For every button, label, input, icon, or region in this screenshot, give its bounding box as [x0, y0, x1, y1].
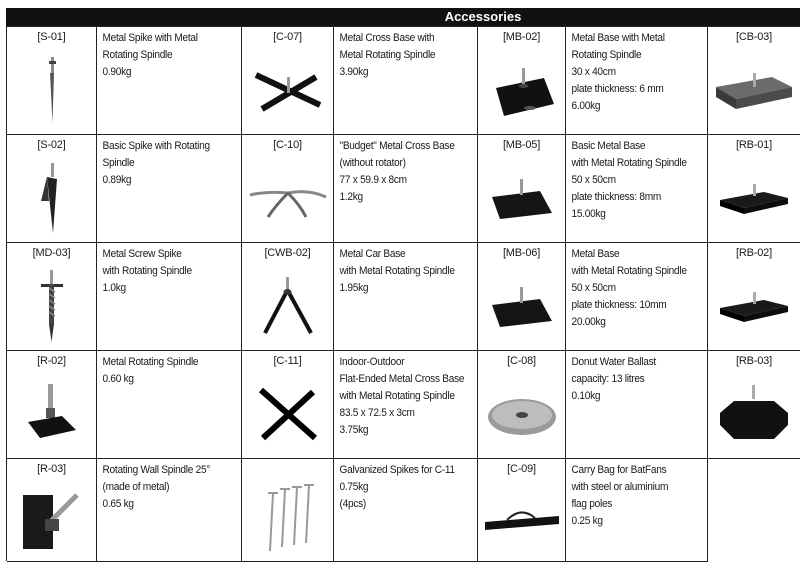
product-image-cell: [478, 243, 566, 351]
accessories-table: [6, 26, 800, 561]
product-image-cell: [7, 27, 97, 135]
car-base-icon: [242, 265, 333, 346]
metal-plate-base-icon: [478, 49, 565, 130]
product-description: Carry Bag for BatFans with steel or aluminium flag poles 0.25 kg: [571, 464, 669, 527]
rotating-spindle-icon: [7, 373, 96, 454]
product-description: Metal Base with Metal Rotating Spindle 50 x 50cm plate thickness: 10mm 20.00kg: [571, 248, 687, 328]
square-plate-base-icon: [478, 157, 565, 238]
product-description: Basic Spike with Rotating Spindle 0.89kg: [102, 140, 210, 186]
product-image-cell: [478, 27, 566, 135]
product-code: [CWB-02]: [264, 247, 311, 259]
flat-cross-base-icon: [242, 373, 333, 454]
product-description: Rotating Wall Spindle 25° (made of metal) 0.65 kg: [102, 464, 211, 510]
product-code: [C-09]: [507, 463, 536, 475]
product-description-cell: [566, 135, 708, 243]
product-description: Metal Screw Spike with Rotating Spindle 1.0kg: [102, 248, 192, 294]
product-image-cell: [708, 135, 800, 243]
product-code: [C-08]: [507, 355, 536, 367]
metal-spike-icon: [7, 49, 96, 130]
product-description-cell: [566, 27, 708, 135]
product-code: [C-11]: [273, 355, 302, 367]
product-description: Metal Rotating Spindle 0.60 kg: [102, 356, 199, 385]
product-image-cell: [7, 243, 97, 351]
product-description: Donut Water Ballast capacity: 13 litres 0.10kg: [571, 356, 656, 402]
product-code: [S-01]: [37, 31, 66, 43]
product-image-cell: [7, 135, 97, 243]
budget-cross-base-icon: [242, 157, 333, 238]
product-code: [MB-05]: [502, 139, 541, 151]
rubber-base-icon: [708, 265, 800, 346]
product-image-cell: [708, 27, 800, 135]
product-image-cell: [708, 351, 800, 459]
product-image-cell: [708, 243, 800, 351]
product-image-cell: [478, 351, 566, 459]
water-ballast-icon: [478, 373, 565, 454]
product-description: Metal Cross Base with Metal Rotating Spindle 3.90kg: [339, 32, 436, 78]
product-code: [S-02]: [37, 139, 66, 151]
product-description: "Budget" Metal Cross Base (without rotator) 77 x 59.9 x 8cm 1.2kg: [339, 140, 455, 203]
empty-cell: [708, 459, 800, 562]
product-image-cell: [242, 27, 334, 135]
product-image-cell: [7, 459, 97, 562]
product-description: Metal Spike with Metal Rotating Spindle 0.90kg: [102, 32, 198, 78]
product-description-cell: [97, 459, 242, 562]
wall-spindle-icon: [7, 481, 96, 557]
carry-bag-icon: [478, 481, 565, 557]
product-image-cell: [242, 135, 334, 243]
galvanized-spikes-icon: [242, 481, 333, 557]
product-description-cell: [334, 135, 478, 243]
product-description: Galvanized Spikes for C-11 0.75kg (4pcs): [339, 464, 455, 510]
product-code: [MB-02]: [502, 31, 541, 43]
product-code: [C-07]: [273, 31, 302, 43]
product-description: Indoor-Outdoor Flat-Ended Metal Cross Base with Metal Rotating Spindle 83.5 x 72.5 x 3cm 3.75kg: [339, 356, 465, 436]
product-description: Metal Base with Metal Rotating Spindle 30 x 40cm plate thickness: 6 mm 6.00kg: [571, 32, 665, 112]
product-code: [242, 459, 333, 463]
product-description-cell: [566, 351, 708, 459]
product-code: [RB-03]: [736, 355, 772, 367]
product-code: [R-03]: [37, 463, 66, 475]
rubber-base-icon: [708, 157, 800, 238]
screw-spike-icon: [7, 265, 96, 346]
product-code: [C-10]: [273, 139, 302, 151]
product-image-cell: [242, 459, 334, 562]
product-image-cell: [478, 135, 566, 243]
product-description-cell: [97, 351, 242, 459]
product-code: [CB-03]: [736, 31, 772, 43]
section-header: [6, 8, 800, 26]
section-title: Accessories: [444, 9, 522, 24]
product-description-cell: [97, 135, 242, 243]
product-code: [RB-01]: [736, 139, 772, 151]
product-description-cell: [97, 243, 242, 351]
concrete-base-icon: [708, 49, 800, 130]
product-description: Metal Car Base with Metal Rotating Spindle 1.95kg: [339, 248, 455, 294]
product-image-cell: [7, 351, 97, 459]
metal-cross-base-icon: [242, 49, 333, 130]
product-description-cell: [334, 351, 478, 459]
product-code: [RB-02]: [736, 247, 772, 259]
octagon-base-icon: [708, 373, 800, 454]
product-image-cell: [242, 351, 334, 459]
product-description-cell: [566, 243, 708, 351]
product-description-cell: [566, 459, 708, 562]
product-description-cell: [334, 243, 478, 351]
product-code: [MD-03]: [32, 247, 71, 259]
product-description-cell: [97, 27, 242, 135]
product-code: [R-02]: [37, 355, 66, 367]
product-image-cell: [478, 459, 566, 562]
product-description-cell: [334, 459, 478, 562]
basic-spike-icon: [7, 157, 96, 238]
product-code: [MB-06]: [502, 247, 541, 259]
product-image-cell: [242, 243, 334, 351]
product-description-cell: [334, 27, 478, 135]
square-plate-base-icon: [478, 265, 565, 346]
product-description: Basic Metal Base with Metal Rotating Spindle 50 x 50cm plate thickness: 8mm 15.00kg: [571, 140, 687, 220]
